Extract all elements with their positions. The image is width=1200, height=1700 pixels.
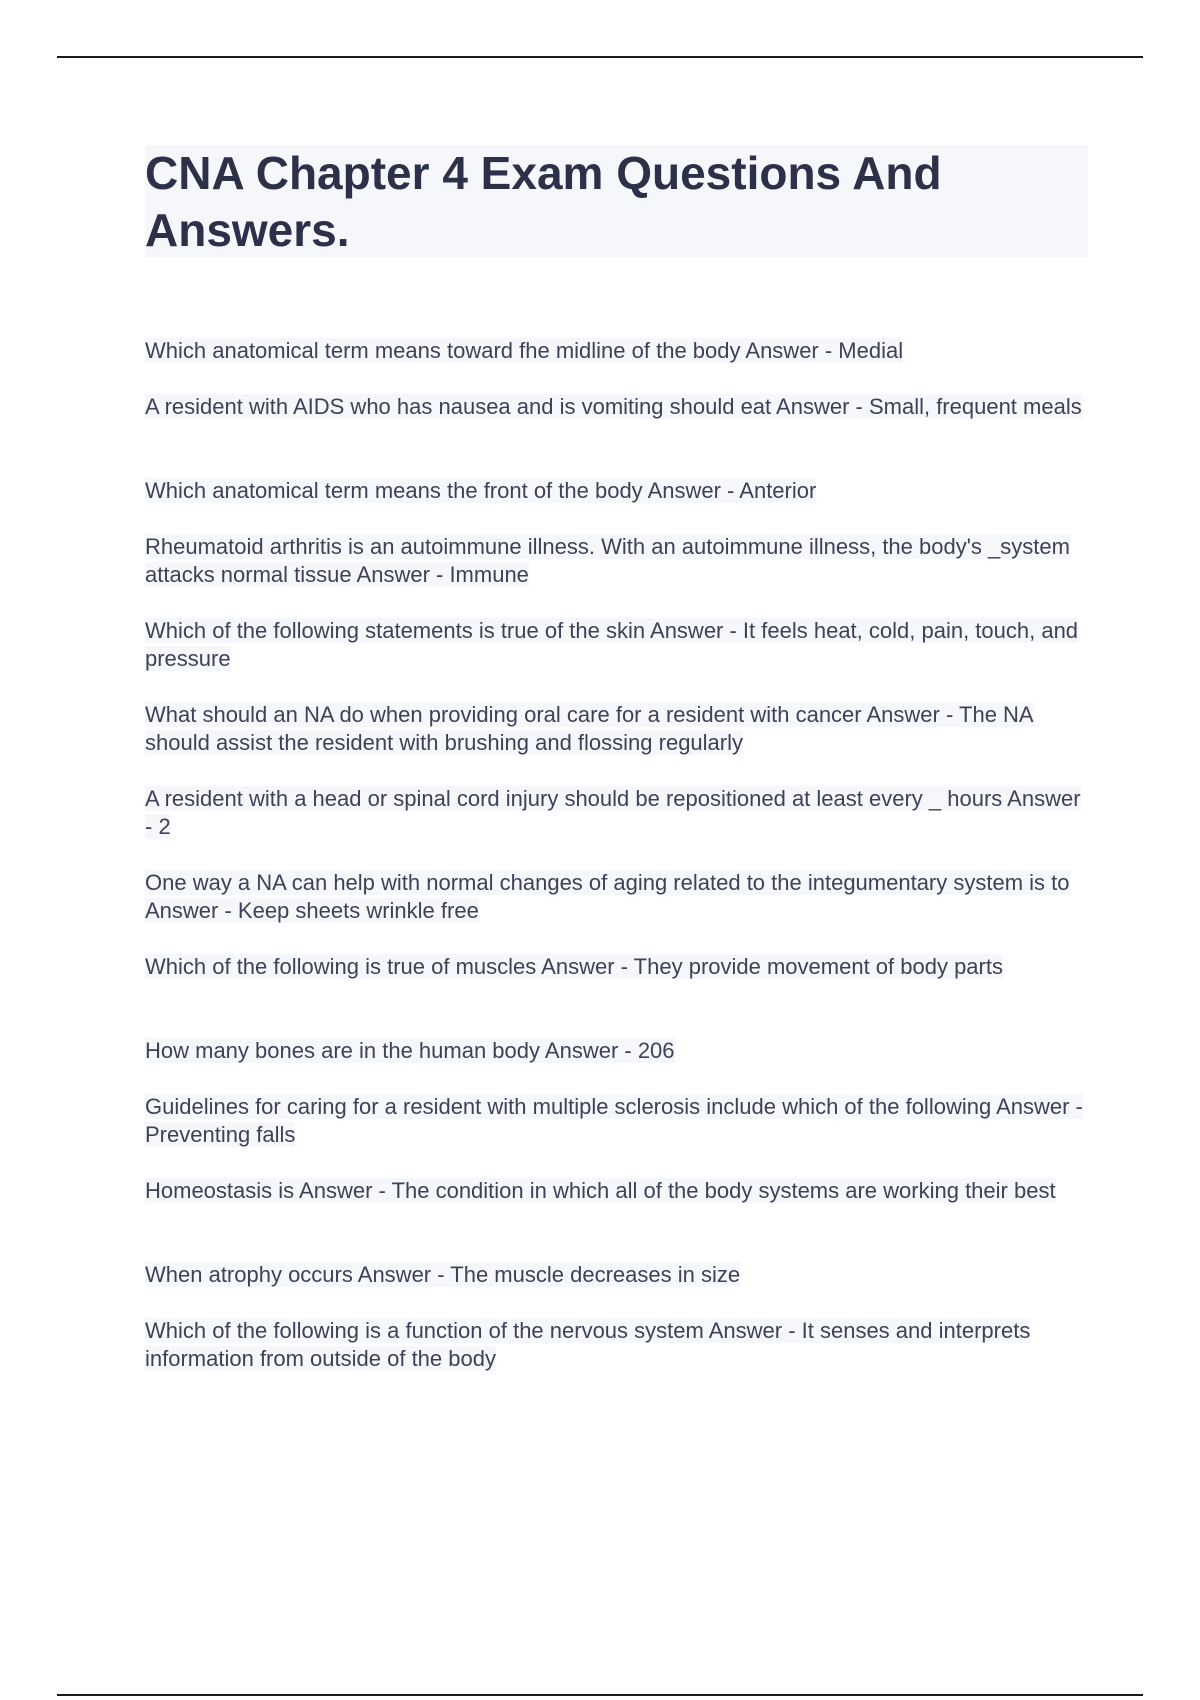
qa-item-10 [145,1037,1090,1093]
qa-text: A resident with a head or spinal cord injury should be repositioned at least every _ hours Answer - 2 [145,786,1081,839]
qa-text: Which anatomical term means the front of the body Answer - Anterior [145,478,817,503]
qa-item-1 [145,337,1090,393]
qa-item-11 [145,1093,1090,1177]
qa-item-7 [145,785,1090,869]
qa-item-5 [145,617,1090,701]
qa-text: Which anatomical term means toward fhe midline of the body Answer - Medial [145,338,904,363]
qa-item-9 [145,953,1090,1037]
qa-item-13 [145,1261,1090,1317]
qa-list [145,337,1090,1401]
qa-text: One way a NA can help with normal changes of aging related to the integumentary system is to Answer - Keep sheets wrinkle free [145,870,1070,923]
qa-text: When atrophy occurs Answer - The muscle decreases in size [145,1262,741,1287]
qa-text: Which of the following is a function of the nervous system Answer - It senses and interprets information from outside of the body [145,1318,1031,1371]
qa-item-8 [145,869,1090,953]
qa-item-4 [145,533,1090,617]
qa-item-2 [145,393,1090,477]
qa-text: What should an NA do when providing oral care for a resident with cancer Answer - The NA should assist the resident with brushing and flossing regularly [145,702,1034,755]
title-block [145,145,1088,257]
qa-text: How many bones are in the human body Answer - 206 [145,1038,675,1063]
qa-text: Which of the following statements is true of the skin Answer - It feels heat, cold, pain, touch, and pressure [145,618,1079,671]
qa-text: A resident with AIDS who has nausea and is vomiting should eat Answer - Small, frequent meals [145,394,1082,419]
qa-text: Rheumatoid arthritis is an autoimmune illness. With an autoimmune illness, the body's _system attacks normal tissue Answer - Immune [145,534,1070,587]
qa-item-3 [145,477,1090,533]
top-rule [57,56,1143,58]
qa-item-14 [145,1317,1090,1401]
qa-item-12 [145,1177,1090,1261]
qa-text: Guidelines for caring for a resident with multiple sclerosis include which of the following Answer - Preventing falls [145,1094,1083,1147]
document-title: CNA Chapter 4 Exam Questions And Answers. [145,147,942,256]
qa-item-6 [145,701,1090,785]
qa-text: Homeostasis is Answer - The condition in which all of the body systems are working their best [145,1178,1056,1203]
bottom-rule [57,1694,1143,1696]
qa-text: Which of the following is true of muscles Answer - They provide movement of body parts [145,954,1003,979]
